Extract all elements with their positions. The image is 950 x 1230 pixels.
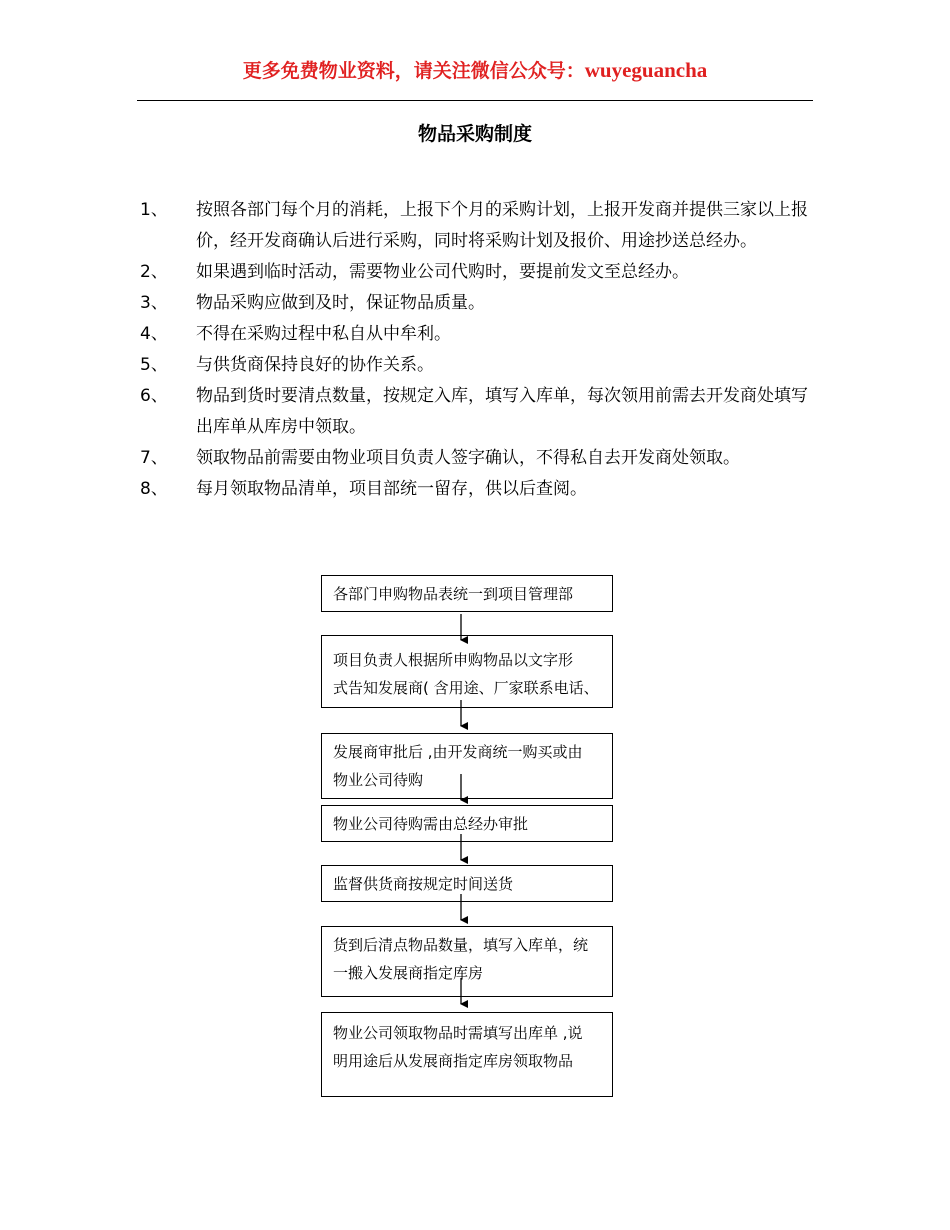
rule-text: 领取物品前需要由物业项目负责人签字确认，不得私自去开发商处领取。 xyxy=(196,448,740,468)
flow-step-line: 物业公司待购 xyxy=(333,771,424,789)
rule-number: 1、 xyxy=(140,200,168,220)
flow-step-line: 发展商审批后 ,由开发商统一购买或由 xyxy=(333,743,583,761)
flow-step-line: 监督供货商按规定时间送货 xyxy=(333,875,514,893)
flow-step-line: 明用途后从发展商指定库房领取物品 xyxy=(333,1052,574,1070)
flow-step-line: 式告知发展商( 含用途、厂家联系电话、 xyxy=(333,679,599,697)
flow-step-line: 各部门申购物品表统一到项目管理部 xyxy=(333,585,574,603)
rule-number: 3、 xyxy=(140,293,168,313)
rule-text: 每月领取物品清单，项目部统一留存，供以后查阅。 xyxy=(196,479,587,499)
rule-number: 7、 xyxy=(140,448,168,468)
promo-banner-text: 更多免费物业资料，请关注微信公众号： xyxy=(242,60,585,82)
flow-step-3 xyxy=(321,733,613,799)
flow-step-line: 一搬入发展商指定库房 xyxy=(333,964,484,982)
flow-step-line: 项目负责人根据所申购物品以文字形 xyxy=(333,651,574,669)
flow-step-7 xyxy=(321,1012,613,1097)
flow-step-line: 货到后清点物品数量，填写入库单，统 xyxy=(333,936,589,954)
flow-step-line: 物业公司领取物品时需填写出库单 ,说 xyxy=(333,1024,583,1042)
rule-text: 按照各部门每个月的消耗，上报下个月的采购计划，上报开发商并提供三家以上报价，经开发商确认后进行采购，同时将采购计划及报价、用途抄送总经办。 xyxy=(196,200,808,251)
flow-step-5 xyxy=(321,865,613,902)
rule-number: 2、 xyxy=(140,262,168,282)
flow-step-1 xyxy=(321,575,613,612)
flow-step-6 xyxy=(321,926,613,997)
rule-number: 5、 xyxy=(140,355,168,375)
rule-number: 6、 xyxy=(140,386,168,406)
promo-banner-account: wuyeguancha xyxy=(584,58,708,82)
flow-step-line: 物业公司待购需由总经办审批 xyxy=(333,815,529,833)
rule-number: 8、 xyxy=(140,479,168,499)
flow-step-2 xyxy=(321,635,613,708)
flow-step-4 xyxy=(321,805,613,842)
rule-text: 与供货商保持良好的协作关系。 xyxy=(196,355,434,375)
rule-text: 物品采购应做到及时，保证物品质量。 xyxy=(196,293,485,313)
rule-text: 不得在采购过程中私自从中牟利。 xyxy=(196,324,451,344)
rule-text: 物品到货时要清点数量，按规定入库，填写入库单，每次领用前需去开发商处填写出库单从库房中领取。 xyxy=(196,386,808,437)
page-title: 物品采购制度 xyxy=(417,123,532,145)
rule-text: 如果遇到临时活动，需要物业公司代购时，要提前发文至总经办。 xyxy=(196,262,689,282)
rule-number: 4、 xyxy=(140,324,168,344)
